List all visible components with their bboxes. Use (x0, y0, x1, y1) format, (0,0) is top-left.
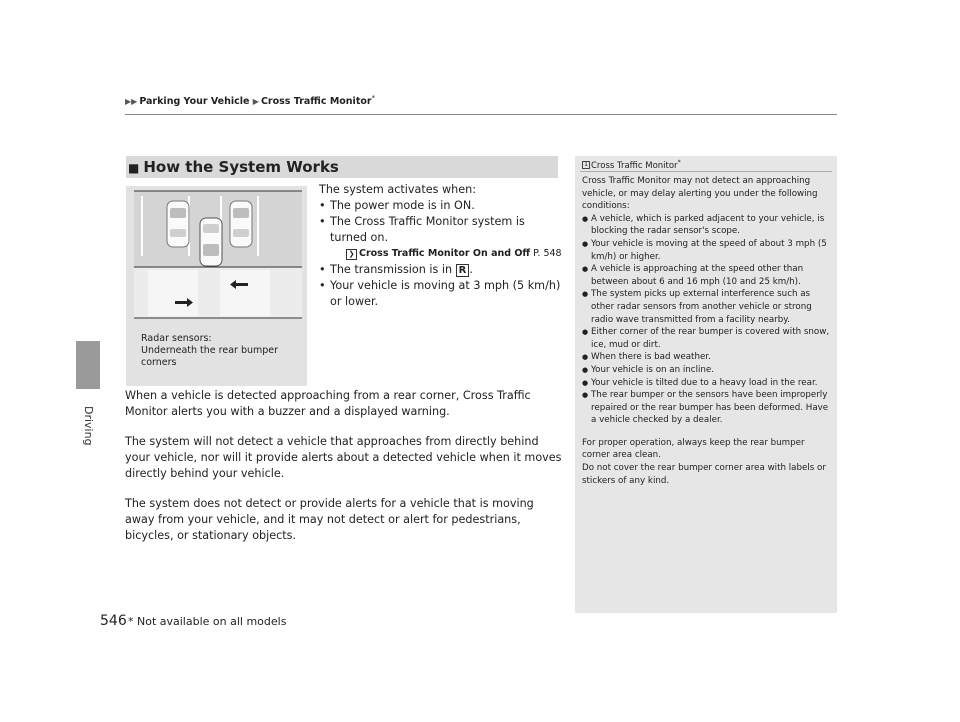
sidebar-intro: Cross Traffic Monitor may not detect an approaching vehicle, or may delay alerting you under the following conditions: (582, 176, 818, 212)
your-vehicle (200, 218, 222, 266)
sidebar-note: Do not cover the rear bumper corner area with labels or stickers of any kind. (582, 463, 826, 486)
sidebar-note: For proper operation, always keep the rear bumper corner area clean. (582, 437, 805, 461)
paragraph: The system will not detect a vehicle that approaches from directly behind your vehicle, nor will it provide alerts about a detected vehicle when it moves directly behind your vehicle. (125, 435, 562, 480)
xref-page: P. 548 (533, 248, 562, 259)
activation-intro: The system activates when: (319, 183, 476, 196)
chapter-label: Driving (82, 406, 95, 446)
breadcrumb-arrow-icon: ▶▶ (125, 97, 138, 107)
caption-line: corners (141, 357, 177, 368)
sidebar-item: ● When there is bad weather. (582, 351, 832, 364)
section-square-icon: ■ (128, 161, 140, 175)
breadcrumb (125, 94, 375, 107)
condition-item: • Your vehicle is moving at 3 mph (5 km/h) or lower. (319, 278, 564, 310)
condition-text: The Cross Traffic Monitor system is turned on. (330, 215, 525, 244)
sidebar-item: ● The rear bumper or the sensors have been improperly repaired or the rear bumper has been deformed. Have a vehicle checked by a dealer. (582, 389, 832, 427)
sidebar-item: ● A vehicle is approaching at the speed other than between about 6 and 16 mph (10 and 25 km/h). (582, 263, 832, 288)
paragraph: When a vehicle is detected approaching from a rear corner, Cross Traffic Monitor alerts you with a buzzer and a displayed warning. (125, 389, 531, 418)
section-title: How the System Works (143, 158, 339, 176)
sidebar-conditions (582, 213, 832, 427)
breadcrumb-item[interactable]: Cross Traffic Monitor (260, 96, 372, 108)
activation-conditions (319, 198, 564, 310)
sidebar-item: ● The system picks up external interference such as other radar sensors from another vehicle or strong radio wave transmitted from a facility nearby. (582, 288, 832, 326)
sidebar-title-text: Cross Traffic Monitor (591, 160, 678, 171)
figure-caption (141, 333, 301, 369)
parked-car-left (167, 201, 189, 247)
sidebar-rule (580, 171, 832, 172)
sidebar-item: ● Your vehicle is on an incline. (582, 364, 832, 377)
condition-text: . (469, 263, 473, 276)
chapter-tab (76, 341, 100, 389)
sidebar-item: ● A vehicle, which is parked adjacent to your vehicle, is blocking the radar sensor's scope. (582, 213, 832, 238)
asterisk: * (371, 94, 376, 102)
reference-icon: ❯ (346, 249, 357, 260)
breadcrumb-arrow-icon: ▶ (252, 97, 259, 107)
condition-item (319, 262, 564, 278)
parked-car-right (230, 201, 252, 247)
condition-item (319, 214, 564, 262)
page-number: 546 (100, 613, 127, 629)
sidebar-item: ● Your vehicle is tilted due to a heavy load in the rear. (582, 377, 832, 390)
header-rule (125, 114, 837, 115)
sidebar-item: ● Either corner of the rear bumper is covered with snow, ice, mud or dirt. (582, 326, 832, 351)
sidebar-item: ● Your vehicle is moving at the speed of about 3 mph (5 km/h) or higher. (582, 238, 832, 263)
sidebar-number: 1 (582, 161, 590, 169)
asterisk: * (677, 159, 681, 166)
xref-title: Cross Traffic Monitor On and Off (359, 248, 531, 259)
sidebar-body (582, 175, 832, 487)
footnote: * Not available on all models (128, 615, 287, 628)
caption-line: Radar sensors: (141, 333, 212, 344)
breadcrumb-item[interactable]: Parking Your Vehicle (139, 96, 250, 108)
condition-item: • The power mode is in ON. (319, 198, 564, 214)
condition-text: The transmission is in (330, 263, 453, 276)
caption-line: Underneath the rear bumper (141, 345, 279, 356)
section-header (126, 156, 558, 178)
cross-reference-link[interactable] (346, 246, 564, 262)
paragraph: The system does not detect or provide alerts for a vehicle that is moving away from your vehicle, and it may not detect or alert for pedestrians, bicycles, or stationary objects. (125, 497, 534, 542)
gear-r-indicator: R (456, 264, 470, 277)
sidebar-title (582, 159, 681, 171)
